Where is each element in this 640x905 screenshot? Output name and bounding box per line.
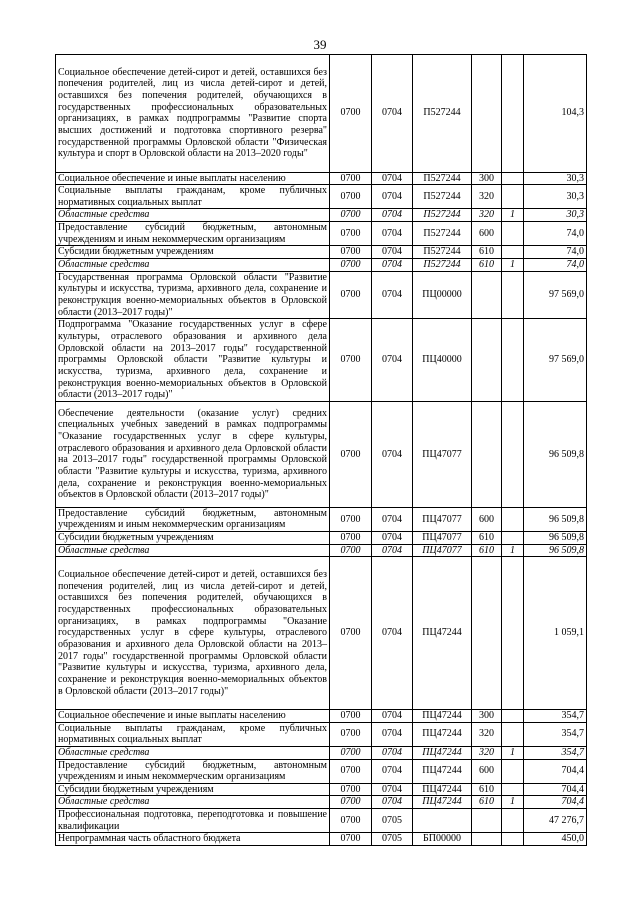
row-subsection: 0704 (372, 759, 413, 783)
row-section: 0700 (330, 783, 372, 796)
row-section: 0700 (330, 319, 372, 402)
row-section: 0700 (330, 796, 372, 809)
row-target-article: ПЦ00000 (413, 271, 472, 319)
row-target-article: П527244 (413, 209, 472, 222)
table-row (56, 709, 587, 722)
row-section: 0700 (330, 55, 372, 173)
row-section: 0700 (330, 507, 372, 531)
row-section: 0700 (330, 209, 372, 222)
row-subsection: 0704 (372, 783, 413, 796)
row-name: Социальные выплаты гражданам, кроме публичных нормативных социальных выплат (56, 722, 330, 746)
row-target-article: П527244 (413, 185, 472, 209)
row-funding-source (502, 833, 524, 846)
row-target-article: П527244 (413, 55, 472, 173)
row-amount: 30,3 (524, 209, 587, 222)
row-amount: 104,3 (524, 55, 587, 173)
row-name: Субсидии бюджетным учреждениям (56, 246, 330, 259)
row-expense-type: 610 (472, 783, 502, 796)
row-amount: 96 509,8 (524, 532, 587, 545)
row-target-article: ПЦ47077 (413, 507, 472, 531)
row-name: Областные средства (56, 544, 330, 557)
row-amount: 74,0 (524, 259, 587, 272)
row-section: 0700 (330, 557, 372, 709)
row-section: 0700 (330, 709, 372, 722)
row-amount: 354,7 (524, 746, 587, 759)
row-subsection: 0704 (372, 401, 413, 507)
row-funding-source: 1 (502, 209, 524, 222)
row-section: 0700 (330, 271, 372, 319)
row-subsection: 0704 (372, 55, 413, 173)
row-funding-source (502, 172, 524, 185)
row-section: 0700 (330, 833, 372, 846)
row-name: Государственная программа Орловской области "Развитие культуры и искусства, туризма, архивного дела, сохранение и реконструкция военно-мемориальных объектов в Орловской области (2013–2017 годы)" (56, 271, 330, 319)
row-amount: 354,7 (524, 722, 587, 746)
row-funding-source (502, 783, 524, 796)
row-funding-source (502, 271, 524, 319)
row-amount: 74,0 (524, 222, 587, 246)
row-amount: 704,4 (524, 783, 587, 796)
row-section: 0700 (330, 746, 372, 759)
row-subsection: 0704 (372, 209, 413, 222)
row-expense-type: 300 (472, 709, 502, 722)
table-row (56, 319, 587, 402)
row-subsection: 0704 (372, 246, 413, 259)
row-target-article: ПЦ47244 (413, 709, 472, 722)
row-subsection: 0704 (372, 544, 413, 557)
row-section: 0700 (330, 722, 372, 746)
row-name: Предоставление субсидий бюджетным, автономным учреждениям и иным некоммерческим организациям (56, 222, 330, 246)
row-subsection: 0704 (372, 796, 413, 809)
row-name: Профессиональная подготовка, переподготовка и повышение квалификации (56, 809, 330, 833)
row-funding-source (502, 759, 524, 783)
row-name: Непрограммная часть областного бюджета (56, 833, 330, 846)
row-name: Субсидии бюджетным учреждениям (56, 532, 330, 545)
row-expense-type (472, 833, 502, 846)
row-subsection: 0704 (372, 532, 413, 545)
row-target-article: ПЦ47244 (413, 759, 472, 783)
row-funding-source (502, 185, 524, 209)
row-section: 0700 (330, 246, 372, 259)
row-section: 0700 (330, 759, 372, 783)
table-row (56, 759, 587, 783)
row-expense-type: 610 (472, 259, 502, 272)
row-target-article: П527244 (413, 259, 472, 272)
table-row (56, 401, 587, 507)
row-target-article: ПЦ47077 (413, 544, 472, 557)
table-row (56, 746, 587, 759)
row-section: 0700 (330, 222, 372, 246)
table-row (56, 259, 587, 272)
row-expense-type: 320 (472, 185, 502, 209)
row-amount: 30,3 (524, 172, 587, 185)
row-amount: 1 059,1 (524, 557, 587, 709)
row-section: 0700 (330, 532, 372, 545)
row-target-article: ПЦ47244 (413, 746, 472, 759)
row-target-article: БП00000 (413, 833, 472, 846)
row-name: Подпрограмма "Оказание государственных услуг в сфере культуры, отраслевого образования и архивного дела Орловской области на 2013–2017 годы" государственной программы Орловской области "Развитие культуры и искусства, туризма, архивного дела, сохранение и реконструкция военно-мемориальных объектов в Орловской области (2013–2017 годы)" (56, 319, 330, 402)
row-expense-type: 610 (472, 544, 502, 557)
budget-table (55, 54, 587, 846)
row-amount: 450,0 (524, 833, 587, 846)
table-row (56, 172, 587, 185)
table-row (56, 246, 587, 259)
row-subsection: 0704 (372, 271, 413, 319)
row-name: Социальные выплаты гражданам, кроме публичных нормативных социальных выплат (56, 185, 330, 209)
row-expense-type (472, 557, 502, 709)
row-funding-source (502, 401, 524, 507)
row-funding-source: 1 (502, 746, 524, 759)
row-funding-source (502, 709, 524, 722)
table-row (56, 796, 587, 809)
row-amount: 30,3 (524, 185, 587, 209)
row-target-article: ПЦ47244 (413, 557, 472, 709)
row-expense-type: 610 (472, 796, 502, 809)
row-expense-type: 320 (472, 209, 502, 222)
row-amount: 96 509,8 (524, 507, 587, 531)
row-target-article: ПЦ47244 (413, 796, 472, 809)
row-subsection: 0704 (372, 746, 413, 759)
row-subsection: 0704 (372, 507, 413, 531)
row-section: 0700 (330, 809, 372, 833)
row-amount: 704,4 (524, 759, 587, 783)
table-row (56, 209, 587, 222)
row-expense-type (472, 319, 502, 402)
row-subsection: 0704 (372, 709, 413, 722)
row-expense-type (472, 55, 502, 173)
row-subsection: 0705 (372, 809, 413, 833)
page-number: 39 (313, 37, 327, 52)
row-name: Социальное обеспечение детей-сирот и детей, оставшихся без попечения родителей, лиц из числа детей-сирот и детей, оставшихся без попечения родителей, обучающихся в государственных профессиональных образовательных организациях, в рамках подпрограммы "Развитие спорта высших достижений и подготовка спортивного резерва" государственной программы Орловской области "Физическая культура и спорт в Орловской области на 2013–2020 годы" (56, 55, 330, 173)
row-name: Областные средства (56, 796, 330, 809)
row-expense-type: 610 (472, 532, 502, 545)
row-target-article: ПЦ47077 (413, 401, 472, 507)
row-amount: 96 509,8 (524, 401, 587, 507)
row-expense-type: 600 (472, 507, 502, 531)
row-funding-source (502, 809, 524, 833)
row-funding-source: 1 (502, 259, 524, 272)
row-amount: 354,7 (524, 709, 587, 722)
row-funding-source (502, 722, 524, 746)
row-amount: 47 276,7 (524, 809, 587, 833)
row-amount: 96 509,8 (524, 544, 587, 557)
row-expense-type: 320 (472, 722, 502, 746)
row-name: Областные средства (56, 209, 330, 222)
table-row (56, 809, 587, 833)
row-name: Социальное обеспечение и иные выплаты населению (56, 709, 330, 722)
row-target-article: ПЦ47244 (413, 783, 472, 796)
row-funding-source (502, 557, 524, 709)
row-amount: 97 569,0 (524, 319, 587, 402)
table-row (56, 544, 587, 557)
row-target-article: П527244 (413, 172, 472, 185)
row-subsection: 0704 (372, 319, 413, 402)
row-section: 0700 (330, 401, 372, 507)
table-row (56, 507, 587, 531)
row-name: Предоставление субсидий бюджетным, автономным учреждениям и иным некоммерческим организациям (56, 507, 330, 531)
table-row (56, 783, 587, 796)
row-expense-type: 300 (472, 172, 502, 185)
row-target-article: ПЦ47244 (413, 722, 472, 746)
row-amount: 74,0 (524, 246, 587, 259)
row-target-article: ПЦ47077 (413, 532, 472, 545)
row-expense-type (472, 809, 502, 833)
row-funding-source (502, 507, 524, 531)
row-target-article: П527244 (413, 246, 472, 259)
row-section: 0700 (330, 544, 372, 557)
row-funding-source (502, 532, 524, 545)
row-subsection: 0704 (372, 222, 413, 246)
row-name: Предоставление субсидий бюджетным, автономным учреждениям и иным некоммерческим организациям (56, 759, 330, 783)
row-target-article: П527244 (413, 222, 472, 246)
row-subsection: 0705 (372, 833, 413, 846)
row-funding-source (502, 222, 524, 246)
row-expense-type: 600 (472, 759, 502, 783)
row-section: 0700 (330, 172, 372, 185)
table-row (56, 557, 587, 709)
row-subsection: 0704 (372, 722, 413, 746)
row-name: Обеспечение деятельности (оказание услуг) средних специальных учебных заведений в рамках подпрограммы "Оказание государственных услуг в сфере культуры, отраслевого образования и архивного дела Орловской области на 2013–2017 годы" государственной программы Орловской области "Развитие культуры и искусства, туризма, архивного дела, сохранение и реконструкция военно-мемориальных объектов в Орловской области (2013–2017 годы)" (56, 401, 330, 507)
row-section: 0700 (330, 259, 372, 272)
table-row (56, 833, 587, 846)
row-name: Областные средства (56, 746, 330, 759)
row-subsection: 0704 (372, 259, 413, 272)
row-amount: 704,4 (524, 796, 587, 809)
row-funding-source (502, 319, 524, 402)
row-expense-type: 320 (472, 746, 502, 759)
row-name: Субсидии бюджетным учреждениям (56, 783, 330, 796)
row-funding-source: 1 (502, 544, 524, 557)
row-subsection: 0704 (372, 172, 413, 185)
row-funding-source (502, 246, 524, 259)
table-row (56, 55, 587, 173)
table-row (56, 271, 587, 319)
row-expense-type: 610 (472, 246, 502, 259)
row-funding-source: 1 (502, 796, 524, 809)
row-expense-type (472, 401, 502, 507)
row-name: Социальное обеспечение и иные выплаты населению (56, 172, 330, 185)
row-subsection: 0704 (372, 185, 413, 209)
row-name: Областные средства (56, 259, 330, 272)
row-subsection: 0704 (372, 557, 413, 709)
table-row (56, 222, 587, 246)
row-expense-type (472, 271, 502, 319)
table-row (56, 532, 587, 545)
row-amount: 97 569,0 (524, 271, 587, 319)
table-row (56, 722, 587, 746)
table-row (56, 185, 587, 209)
row-section: 0700 (330, 185, 372, 209)
row-target-article: ПЦ40000 (413, 319, 472, 402)
row-funding-source (502, 55, 524, 173)
row-name: Социальное обеспечение детей-сирот и детей, оставшихся без попечения родителей, лиц из числа детей-сирот и детей, оставшихся без попечения родителей, обучающихся в государственных профессиональных образовательных организациях, в рамках подпрограммы "Оказание государственных услуг в сфере культуры, отраслевого образования и архивного дела Орловской области на 2013–2017 годы" государственной программы Орловской области "Развитие культуры и искусства, туризма, архивного дела, сохранение и реконструкция военно-мемориальных объектов в Орловской области (2013–2017 годы)" (56, 557, 330, 709)
row-expense-type: 600 (472, 222, 502, 246)
row-target-article (413, 809, 472, 833)
